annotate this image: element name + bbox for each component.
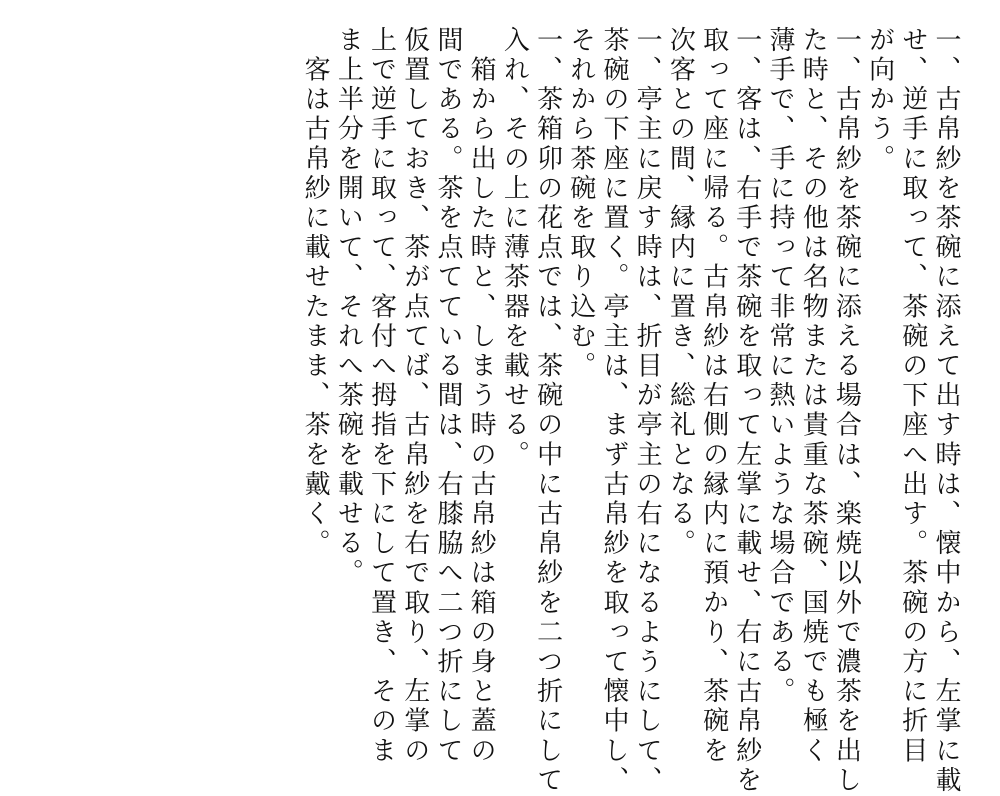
text-column: 間である。茶を点てている間は、右膝脇へ二つ折にして — [432, 26, 463, 766]
text-column: 入れ、その上に薄茶器を載せる。 — [499, 26, 530, 470]
text-column: 茶碗の下座に置く。亭主は、まず古帛紗を取って懐中し、 — [598, 26, 629, 796]
vertical-text-body — [298, 26, 962, 796]
text-column: 次客との間、縁内に置き、総礼となる。 — [665, 26, 696, 559]
text-column: ま上半分を開いて、それへ茶碗を載せる。 — [333, 26, 364, 589]
text-column: た時と、その他は名物または貴重な茶碗、国焼でも極く — [798, 26, 829, 766]
text-column: 仮置しておき、茶が点てば、古帛紗を右で取り、左掌の — [399, 26, 430, 766]
text-column: 一、客は、右手で茶碗を取って左掌に載せ、右に古帛紗を — [731, 26, 762, 796]
text-column: 一、古帛紗を茶碗に添えて出す時は、懐中から、左掌に載 — [931, 26, 961, 796]
text-column: 取って座に帰る。古帛紗は右側の縁内に預かり、茶碗を — [698, 26, 729, 766]
text-column: 客は古帛紗に載せたまま、茶を戴く。 — [300, 26, 331, 559]
text-column: せ、逆手に取って、茶碗の下座へ出す。茶碗の方に折目 — [897, 26, 928, 766]
text-column: 薄手で、手に持って非常に熱いような場合である。 — [764, 26, 795, 707]
text-column: 箱から出した時と、しまう時の古帛紗は箱の身と蓋の — [466, 26, 497, 766]
text-column: それから茶碗を取り込む。 — [565, 26, 596, 382]
text-column: が向かう。 — [864, 26, 895, 174]
text-column: 上で逆手に取って、客付へ拇指を下にして置き、そのま — [366, 26, 397, 766]
text-column: 一、茶箱卯の花点では、茶碗の中に古帛紗を二つ折にして — [532, 26, 563, 796]
text-column: 一、古帛紗を茶碗に添える場合は、楽焼以外で濃茶を出し — [831, 26, 862, 796]
text-column: 一、亭主に戻す時は、折目が亭主の右になるようにして、 — [632, 26, 663, 796]
